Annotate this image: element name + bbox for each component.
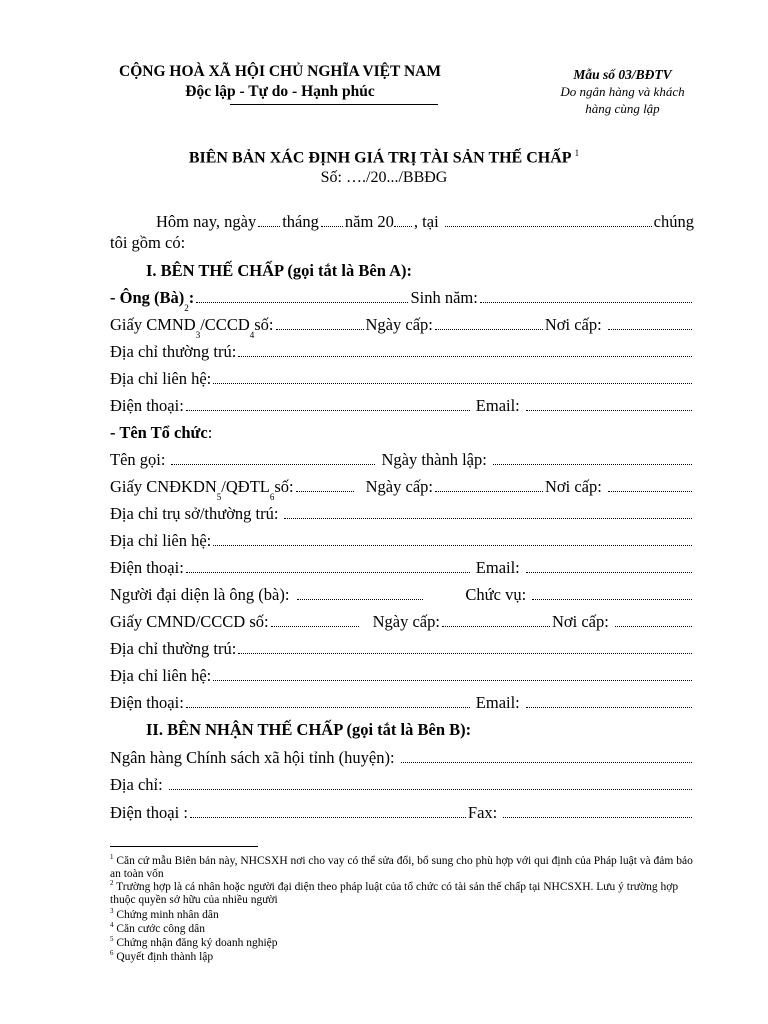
month-field[interactable] xyxy=(321,226,343,227)
person-permanent-address-field[interactable] xyxy=(238,356,692,357)
person-id-row: Giấy CMND 3 /CCCD 4 số: Ngày cấp: Nơi cấp: xyxy=(110,313,694,335)
org-heading-row: - Tên Tổ chức : xyxy=(110,423,213,442)
person-email-field[interactable] xyxy=(526,410,692,411)
intro-place-label: , tại xyxy=(413,212,439,231)
intro-month-label: tháng xyxy=(282,212,319,231)
rep-phone-row: Điện thoại: Email: xyxy=(110,691,694,713)
org-issue-place-field[interactable] xyxy=(608,491,692,492)
representative-row: Người đại diện là ông (bà): Chức vụ: xyxy=(110,583,694,605)
org-reg-field[interactable] xyxy=(296,491,354,492)
person-contact-address-field[interactable] xyxy=(213,383,692,384)
intro-line-2 xyxy=(110,231,694,253)
footnote-2: $^2$ Trường hợp là cá nhân hoặc người đại diện theo pháp luật của tổ chức có tài sản thế chấp tại NHCSXH. Lưu ý trường hợp thuộc quyền sở hữu của nhiều người xyxy=(110,879,679,906)
intro-year-label: năm 20 xyxy=(344,212,394,231)
org-issue-date-field[interactable] xyxy=(435,491,543,492)
person-contact-address-row: Địa chỉ liên hệ: xyxy=(110,367,694,389)
id-label: Giấy CMND xyxy=(110,315,196,334)
position-field[interactable] xyxy=(532,599,692,600)
intro-line xyxy=(110,210,694,232)
motto-underline xyxy=(230,104,438,105)
bank-phone-field[interactable] xyxy=(190,817,466,818)
rep-permanent-address-row: Địa chỉ thường trú: xyxy=(110,637,694,659)
birth-year-field[interactable] xyxy=(480,302,692,303)
org-phone-field[interactable] xyxy=(186,572,470,573)
person-issue-place-field[interactable] xyxy=(608,329,692,330)
document-number: Số: …./20.../BBĐG xyxy=(320,169,448,186)
title-text: BIÊN BẢN XÁC ĐỊNH GIÁ TRỊ TÀI SẢN THẾ CHẤP xyxy=(188,149,571,167)
rep-permanent-address-field[interactable] xyxy=(238,653,692,654)
birth-year-label: Sinh năm: xyxy=(410,288,478,307)
rep-id-field[interactable] xyxy=(271,626,359,627)
footnote-4: $^4$ Căn cước công dân xyxy=(110,921,206,935)
footnote-1: $^1$ Căn cứ mẫu Biên bản này, NHCSXH nơi cho vay có thể sửa đổi, bổ sung cho phù hợp với qui định của Pháp luật và đảm bảo an toàn vốn xyxy=(110,853,693,880)
person-issue-date-field[interactable] xyxy=(435,329,543,330)
org-founded-date-field[interactable] xyxy=(493,464,692,465)
title-footnote-ref: 1 xyxy=(574,148,580,158)
person-phone-row: Điện thoại: Email: xyxy=(110,394,694,416)
rep-email-field[interactable] xyxy=(526,707,692,708)
footnote-3: $^3$ Chứng minh nhân dân xyxy=(110,907,219,921)
org-head-office-field[interactable] xyxy=(284,518,692,519)
org-name-row: Tên gọi: Ngày thành lập: xyxy=(110,448,694,470)
issue-place-label: Nơi cấp: xyxy=(544,315,602,334)
document-header-left xyxy=(110,62,450,102)
form-note: Do ngân hàng và khách hàng cùng lập xyxy=(560,84,685,116)
org-reg-row: Giấy CNĐKDN 5 /QĐTL 6 số: Ngày cấp: Nơi cấp: xyxy=(110,475,694,497)
day-field[interactable] xyxy=(258,226,280,227)
bank-phone-row: Điện thoại : Fax: xyxy=(110,801,694,823)
representative-field[interactable] xyxy=(297,599,423,600)
document-header-right xyxy=(555,66,690,117)
person-label: - Ông (Bà) xyxy=(110,288,185,307)
intro-end: tôi gồm có: xyxy=(110,233,186,252)
year-field[interactable] xyxy=(394,226,412,227)
place-field[interactable] xyxy=(445,226,652,227)
document-title xyxy=(0,148,768,167)
national-motto: Độc lập - Tự do - Hạnh phúc xyxy=(185,83,375,100)
rep-contact-address-row: Địa chỉ liên hệ: xyxy=(110,664,694,686)
person-id-field[interactable] xyxy=(276,329,364,330)
org-email-field[interactable] xyxy=(526,572,692,573)
intro-day-label: Hôm nay, ngày xyxy=(156,212,257,231)
footnote-separator xyxy=(110,846,258,847)
footnote-6: $^6$ Quyết định thành lập xyxy=(110,949,214,963)
rep-issue-place-field[interactable] xyxy=(615,626,692,627)
person-phone-field[interactable] xyxy=(186,410,470,411)
bank-fax-field[interactable] xyxy=(503,817,692,818)
org-contact-address-row: Địa chỉ liên hệ: xyxy=(110,529,694,551)
rep-contact-address-field[interactable] xyxy=(213,680,692,681)
person-permanent-address-row: Địa chỉ thường trú: xyxy=(110,340,694,362)
person-name-field[interactable] xyxy=(196,302,408,303)
intro-continued: chúng xyxy=(653,212,694,231)
country-name: CỘNG HOÀ XÃ HỘI CHỦ NGHĨA VIỆT NAM xyxy=(119,63,441,80)
form-number: Mẫu số 03/BĐTV xyxy=(573,67,672,82)
person-name-row: - Ông (Bà) 2 : Sinh năm: xyxy=(110,286,694,308)
section-b-heading: II. BÊN NHẬN THẾ CHẤP (gọi tắt là Bên B): xyxy=(146,720,472,739)
footnote-5: $^5$ Chứng nhận đăng ký doanh nghiệp xyxy=(110,935,278,949)
rep-issue-date-field[interactable] xyxy=(442,626,550,627)
org-label: - Tên Tổ chức xyxy=(110,423,208,442)
section-a-heading: I. BÊN THẾ CHẤP (gọi tắt là Bên A): xyxy=(146,261,413,280)
bank-address-row: Địa chỉ: xyxy=(110,773,694,795)
org-contact-address-field[interactable] xyxy=(213,545,692,546)
bank-address-field[interactable] xyxy=(169,789,692,790)
issue-date-label: Ngày cấp: xyxy=(365,315,433,334)
org-head-office-row: Địa chỉ trụ sở/thường trú: xyxy=(110,502,694,524)
rep-phone-field[interactable] xyxy=(186,707,470,708)
org-phone-row: Điện thoại: Email: xyxy=(110,556,694,578)
bank-field[interactable] xyxy=(401,762,692,763)
rep-id-row: Giấy CMND/CCCD số: Ngày cấp: Nơi cấp: xyxy=(110,610,694,632)
org-name-field[interactable] xyxy=(171,464,375,465)
bank-row: Ngân hàng Chính sách xã hội tỉnh (huyện): xyxy=(110,746,694,768)
